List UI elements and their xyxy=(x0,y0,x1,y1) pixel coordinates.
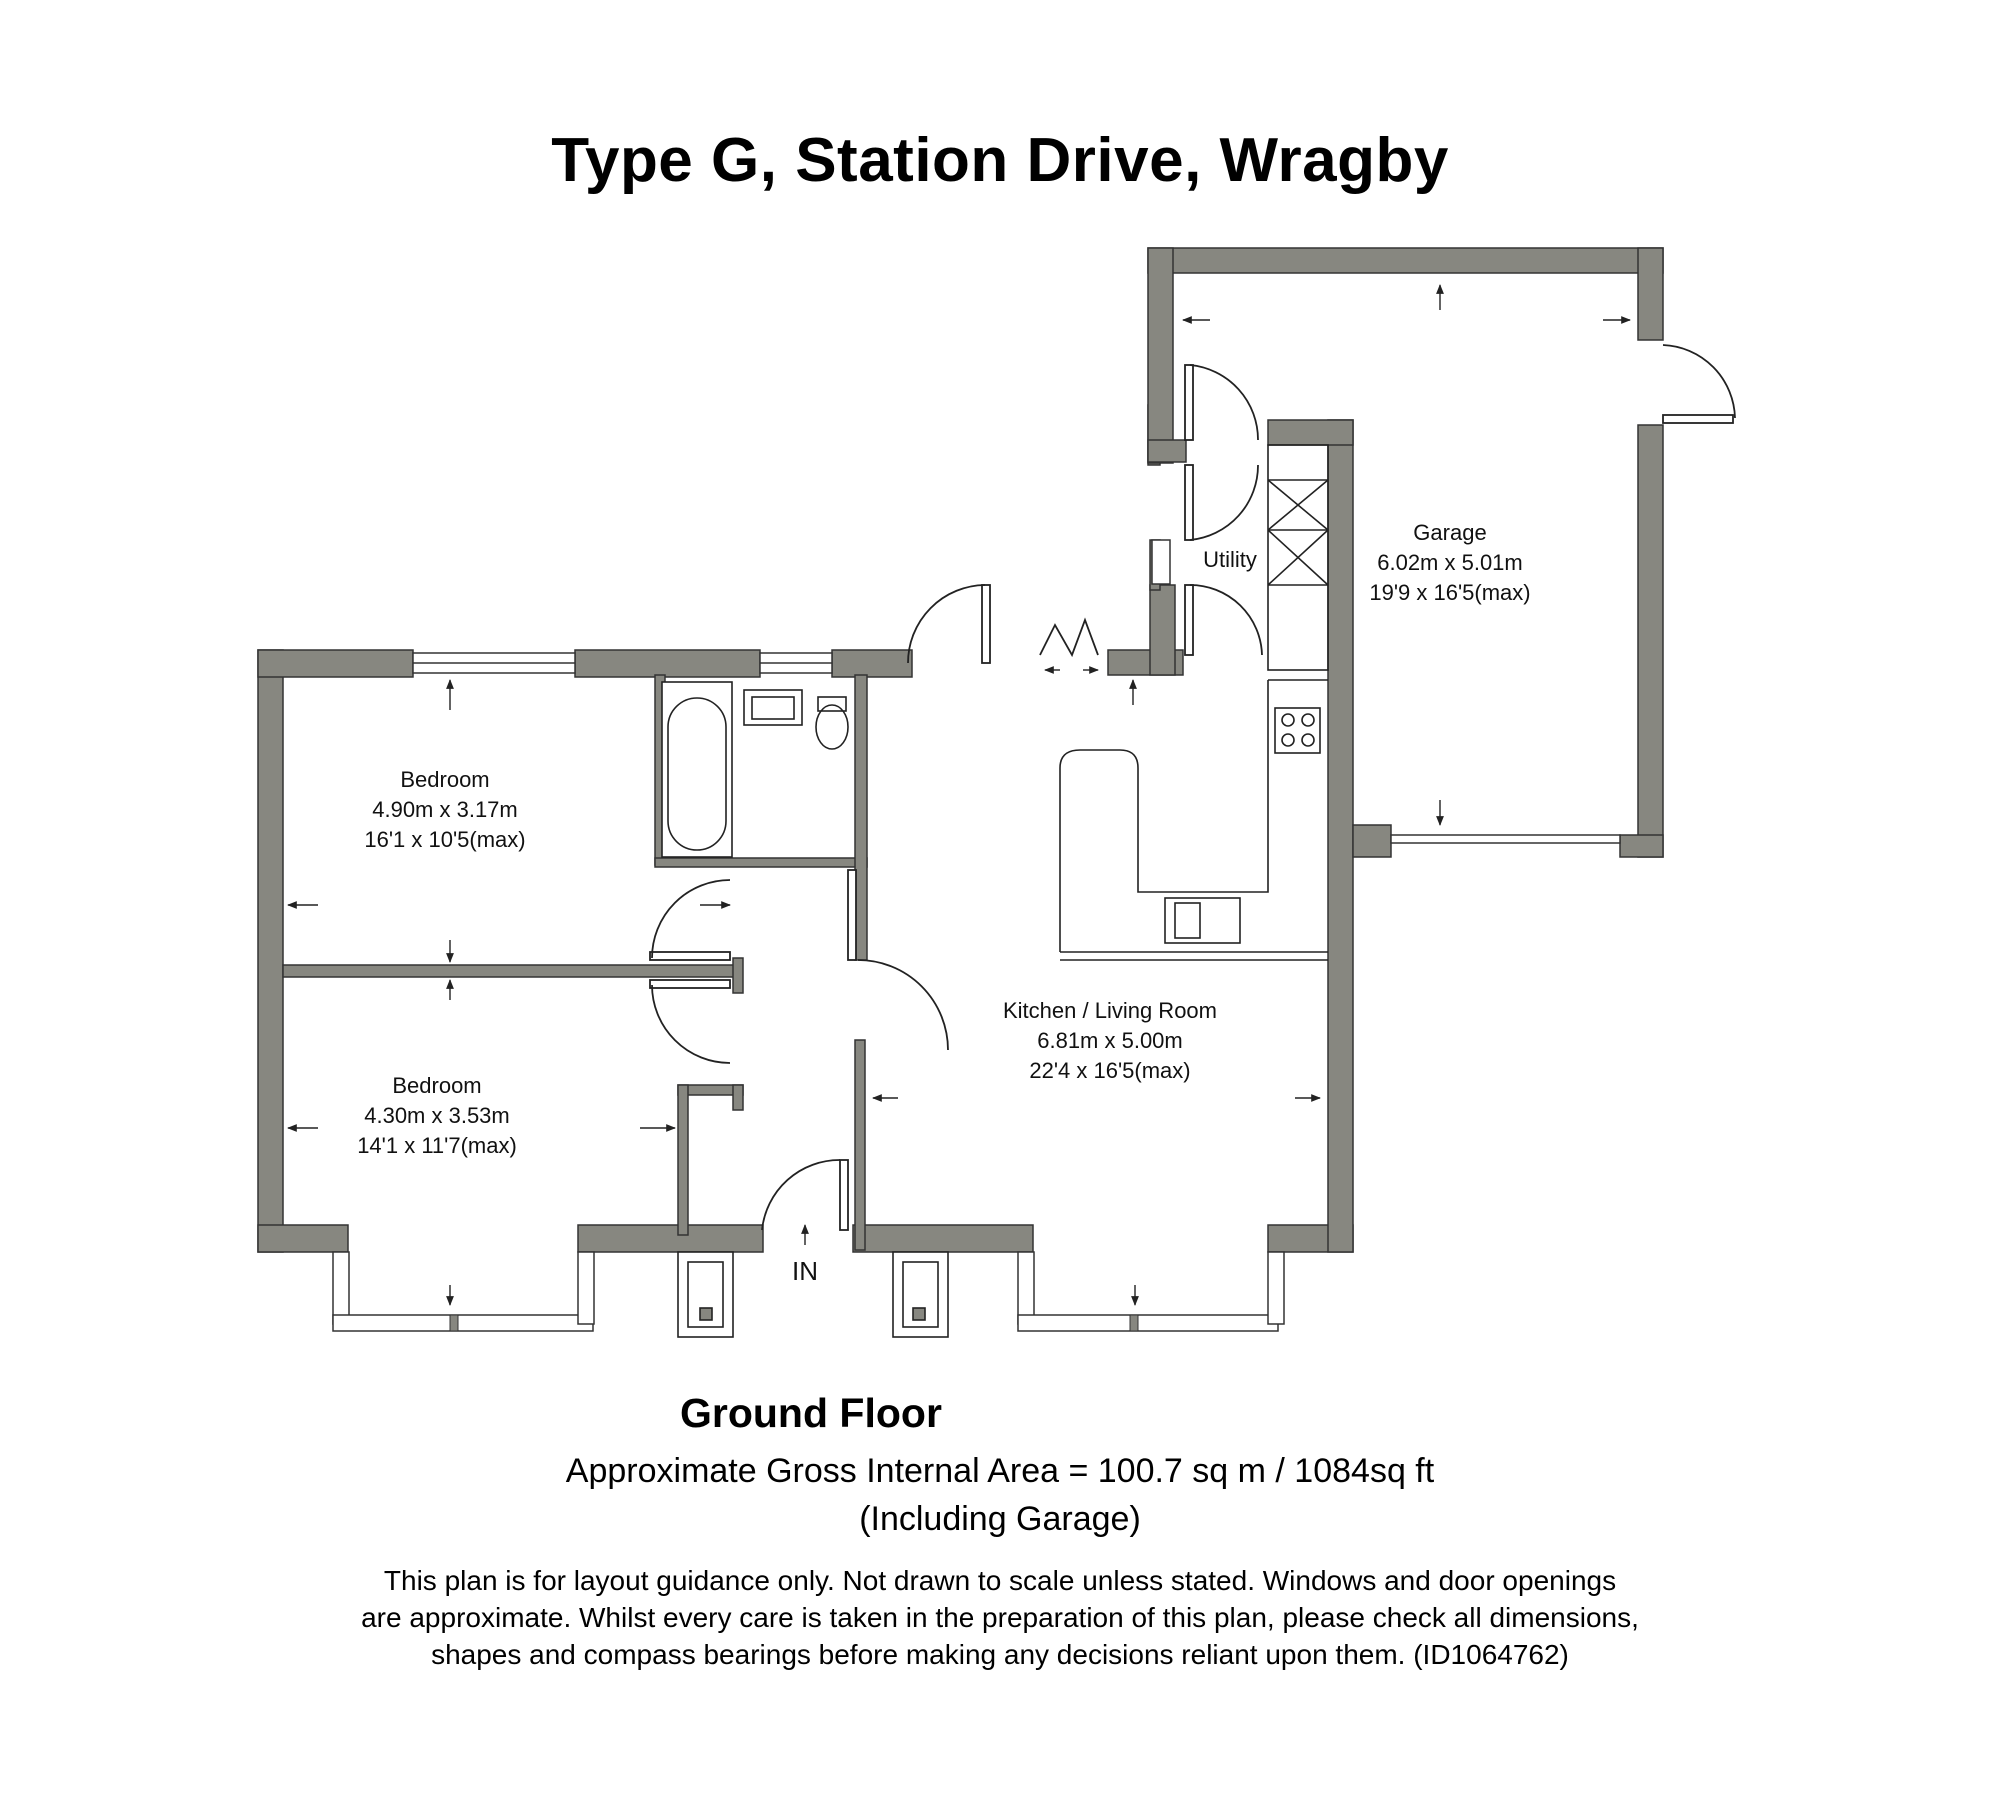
bedroom2-name: Bedroom xyxy=(392,1073,482,1098)
bedroom2-metric: 4.30m x 3.53m xyxy=(364,1103,510,1128)
area-line-1: Approximate Gross Internal Area = 100.7 sq m / 1084sq ft xyxy=(565,1452,1435,1490)
plan-title: Type G, Station Drive, Wragby xyxy=(551,126,1449,195)
bathroom-fixtures xyxy=(662,682,848,857)
kitchen-imperial: 22'4 x 16'5(max) xyxy=(1029,1058,1191,1083)
floor-name: Ground Floor xyxy=(680,1390,942,1436)
disclaimer xyxy=(0,1562,2000,1673)
utility-units xyxy=(1268,445,1328,670)
room-garage xyxy=(1369,520,1530,605)
area-line-2: (Including Garage) xyxy=(859,1500,1141,1538)
room-utility xyxy=(1203,547,1257,572)
kitchen-fixtures xyxy=(1060,680,1328,960)
disclaimer-line-1: This plan is for layout guidance only. Not drawn to scale unless stated. Windows and door openings xyxy=(383,1565,1617,1596)
room-kitchen xyxy=(1003,998,1217,1083)
room-bedroom-2 xyxy=(357,1073,517,1158)
windows xyxy=(333,540,1620,1331)
entrance-label: IN xyxy=(792,1256,818,1286)
utility-name: Utility xyxy=(1203,547,1257,572)
disclaimer-line-3: shapes and compass bearings before making any decisions reliant upon them. (ID1064762) xyxy=(431,1639,1569,1670)
kitchen-name: Kitchen / Living Room xyxy=(1003,998,1217,1023)
doors xyxy=(650,345,1735,1230)
room-bedroom-1 xyxy=(364,767,525,852)
bedroom1-imperial: 16'1 x 10'5(max) xyxy=(364,827,526,852)
bedroom1-metric: 4.90m x 3.17m xyxy=(372,797,518,822)
garage-name: Garage xyxy=(1413,520,1487,545)
walls xyxy=(258,248,1663,1252)
garage-imperial: 19'9 x 16'5(max) xyxy=(1369,580,1531,605)
bedroom1-name: Bedroom xyxy=(400,767,490,792)
disclaimer-line-2: are approximate. Whilst every care is taken in the preparation of this plan, please check all dimensions, xyxy=(361,1602,1639,1633)
garage-metric: 6.02m x 5.01m xyxy=(1377,550,1523,575)
bedroom2-imperial: 14'1 x 11'7(max) xyxy=(357,1133,517,1158)
kitchen-metric: 6.81m x 5.00m xyxy=(1037,1028,1183,1053)
